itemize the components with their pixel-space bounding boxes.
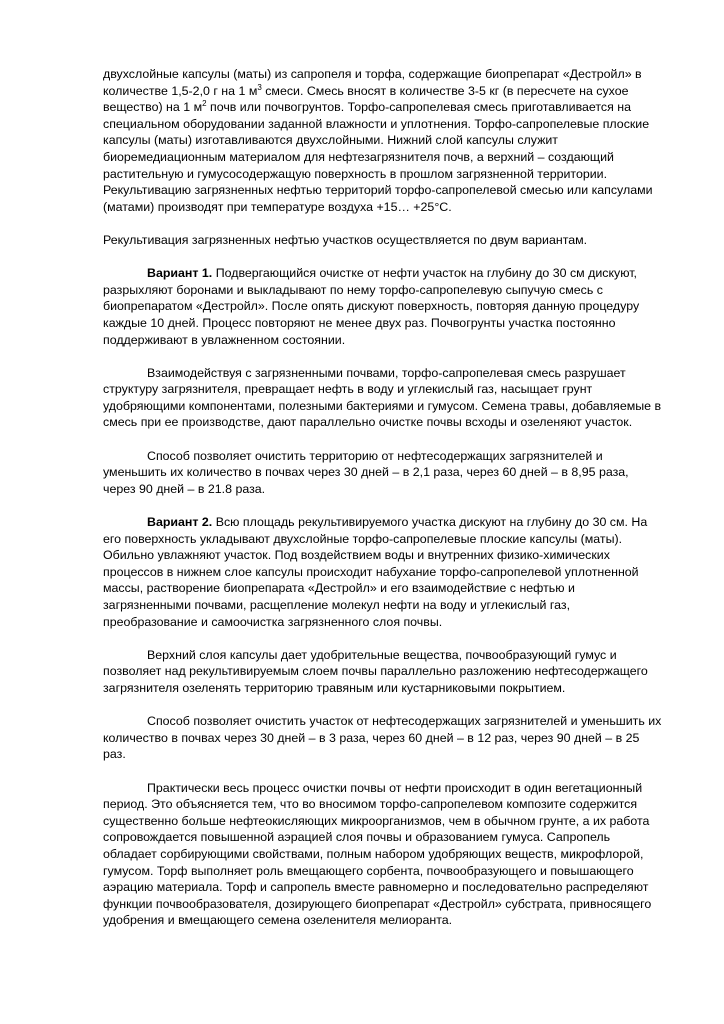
text-line: Вариант 1. Подвергающийся очистке от нефти участок на глубину до 30 см дискуют, — [147, 266, 638, 281]
paragraph-variant-2 — [103, 514, 648, 630]
text-line: Способ позволяет очистить территорию от нефтесодержащих загрязнителей и — [147, 448, 603, 463]
text-line: количество в почвах через 30 дней – в 3 раза, через 60 дней – в 12 раз, через 90 дней – в 25 — [103, 730, 640, 745]
document-page — [103, 66, 662, 929]
text-line: период. Это объясняется тем, что во вносимом торфо-сапропелевом композите содержится — [103, 797, 638, 812]
text-line: (матами) производят при температуре воздуха +15… +25°С. — [103, 199, 452, 214]
text-line: позволяет над рекультивируемым слоем почвы параллельно разложению нефтесодержащего — [103, 664, 648, 679]
text-line: количестве 1,5-2,0 г на 1 $м^3$ смеси. Смесь вносят в количестве 3-5 кг (в пересчете на сухое — [103, 82, 629, 98]
superscript: 2 — [202, 99, 207, 109]
superscript: 3 — [257, 82, 262, 92]
paragraph-result-2 — [103, 713, 662, 763]
text-line: растительную и гумусосодержащую поверхность в прошлом загрязненной территории. — [103, 166, 608, 181]
text-line: структуру загрязнителя, превращает нефть в воду и углекислый газ, насыщает грунт — [103, 382, 593, 397]
text-line: сопровождается повышенной аэрацией слоя почвы и образованием гумуса. Сапропель — [103, 830, 611, 845]
text-line: гумусом. Торф выполняет роль вмещающего сорбента, почвообразующего и повышающего — [103, 863, 634, 878]
text-line: Способ позволяет очистить участок от нефтесодержащих загрязнителей и уменьшить их — [147, 714, 662, 729]
text-line: аэрацию материала. Торф и сапропель вместе равномерно и последовательно распределяют — [103, 880, 649, 895]
text-line: процессов в нижнем слое капсулы происходит набухание торфо-сапропелевой уплотненной — [103, 564, 639, 579]
bold-label: Вариант 1. — [147, 266, 213, 281]
text-line: Взаимодействуя с загрязненными почвами, торфо-сапропелевая смесь разрушает — [147, 365, 626, 380]
text-line: двухслойные капсулы (маты) из сапропеля и торфа, содержащие биопрепарат «Дестройл» в — [103, 67, 642, 81]
text-line: Практически весь процесс очистки почвы от нефти происходит в один вегетационный — [147, 780, 643, 795]
text-line: удобрения и вмещающего семена озеленителя мелиоранта. — [103, 913, 453, 928]
text-line: через 90 дней – в 21.8 раза. — [103, 481, 266, 496]
text-line: существенно больше нефтеокисляющих микроорганизмов, чем в обычном грунте, а их работа — [103, 813, 650, 828]
text-line: Вариант 2. Всю площадь рекультивируемого участка дискуют на глубину до 30 см. На — [147, 515, 648, 530]
text-line: обладает сорбирующими свойствами, полным набором удобряющих веществ, микрофлорой, — [103, 846, 644, 861]
text-line: биопрепаратом «Дестройл». После опять дискуют поверхность, повторяя данную процедуру — [103, 299, 640, 314]
text-line: загрязненными почвами, расщепление молекул нефти на воду и углекислый газ, — [103, 598, 571, 612]
paragraph-upper-layer — [103, 647, 648, 697]
text-line: разрыхляют боронами и выкладывают по нему торфо-сапропелевую сыпучую смесь с — [103, 282, 603, 297]
paragraph-interaction — [103, 365, 662, 431]
paragraph-variants-intro — [103, 232, 643, 249]
text-line: Обильно увлажняют участок. Под воздействием воды и внутренних физико-химических — [103, 548, 610, 563]
text-line: смесь при ее производстве, дают параллельно очистке почвы всходы и озеленяют участок. — [103, 415, 633, 430]
text-line: функции почвообразователя, дозирующего биопрепарат «Дестройл» субстрата, привносящего — [103, 896, 652, 911]
text-line: преобразование и самоочистка загрязненного слоя почвы. — [103, 614, 443, 629]
text-line: биоремедиационным материалом для нефтезагрязнителя почв, а верхний – создающий — [103, 149, 614, 164]
paragraph-conclusion — [103, 780, 652, 929]
text-line: удобряющими компонентами, полезными бактериями и гумусом. Семена травы, добавляемые в — [103, 398, 662, 413]
text-line: Верхний слоя капсулы дает удобрительные вещества, почвообразующий гумус и — [147, 647, 617, 662]
text-line: раз. — [103, 747, 126, 762]
text-line: специальном оборудовании заданной влажности и уплотнения. Торфо-сапропелевые плоские — [103, 116, 650, 131]
text-line: уменьшить их количество в почвах через 30 дней – в 2,1 раза, через 60 дней – в 8,95 раза, — [103, 465, 629, 480]
paragraph-capsules — [103, 66, 653, 215]
text-line: его поверхность укладывают двухслойные торфо-сапропелевые плоские капсулы (маты). — [103, 531, 623, 546]
text-line: каждые 10 дней. Процесс повторяют не менее двух раз. Почвогрунты участка постоянно — [103, 315, 616, 330]
text-line: массы, растворение биопрепарата «Дестройл» и его взаимодействие с нефтью и — [103, 581, 575, 596]
text-line: загрязнителя озеленять территорию травяным или кустарниковыми покрытием. — [103, 680, 566, 695]
paragraph-variant-1 — [103, 265, 643, 348]
paragraph-result-1 — [103, 448, 643, 498]
text-line: вещество) на 1 $м^2$ почв или почвогрунтов. Торфо-сапропелевая смесь приготавливается на — [103, 99, 631, 115]
text-line: капсулы (маты) изготавливаются двухслойными. Нижний слой капсулы служит — [103, 133, 558, 148]
text-line: Рекультивация загрязненных нефтью участков осуществляется по двум вариантам. — [103, 232, 588, 247]
text-line: поддерживают в увлажненном состоянии. — [103, 332, 346, 347]
text-line: Рекультивацию загрязненных нефтью территорий торфо-сапропелевой смесью или капсулами — [103, 183, 653, 198]
bold-label: Вариант 2. — [147, 515, 213, 530]
